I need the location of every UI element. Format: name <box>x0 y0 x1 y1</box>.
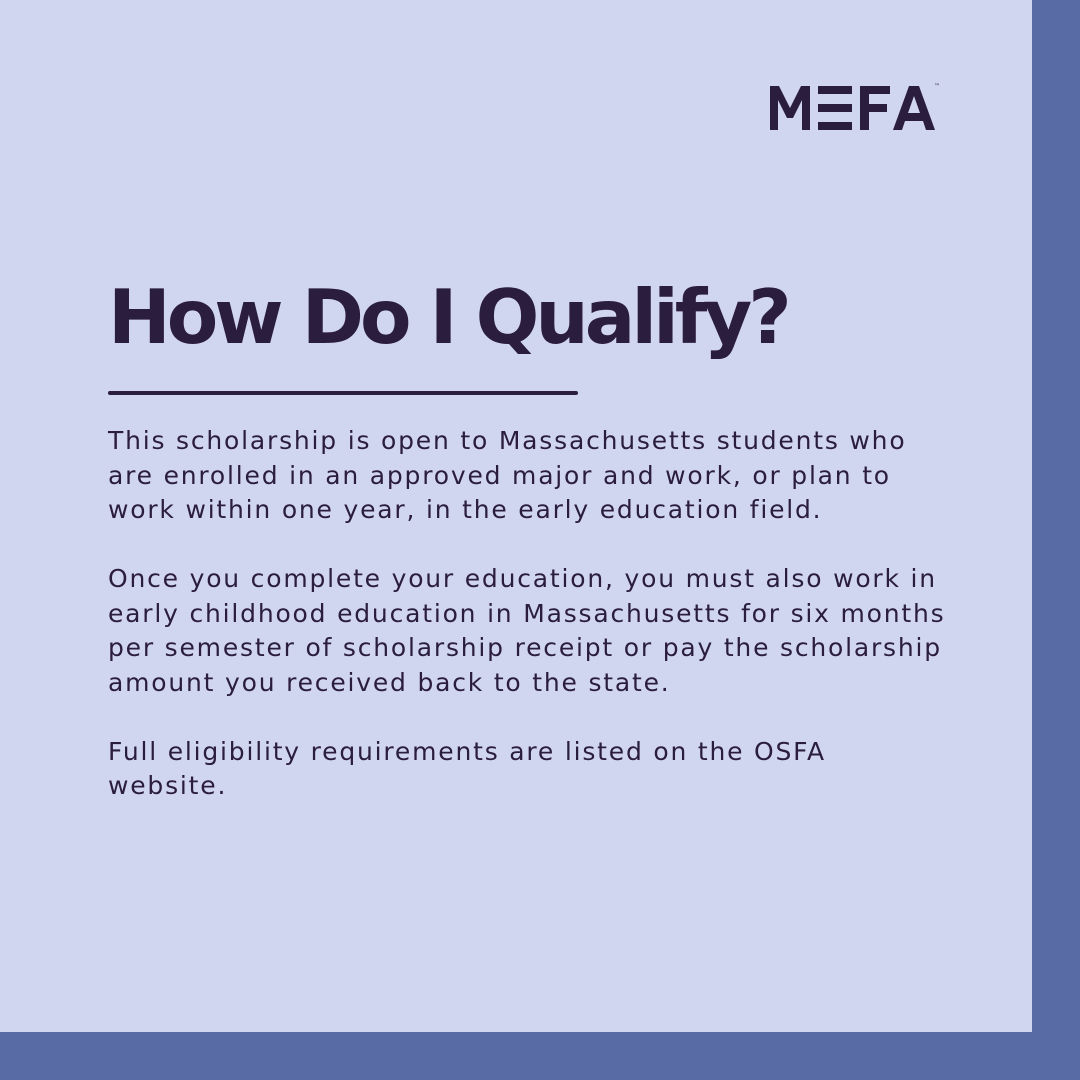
paragraph-work-requirement: Once you complete your education, you must also work in early childhood education in Massachusetts for six months per semester of scholarship receipt or pay the scholarship amount you received back to the state. <box>108 564 946 697</box>
mefa-logo <box>768 82 944 134</box>
body-text <box>108 424 948 838</box>
trademark-mark: ™ <box>934 83 940 90</box>
paragraph-eligibility: This scholarship is open to Massachusetts students who are enrolled in an approved major and work, or plan to work within one year, in the early education field. <box>108 426 907 524</box>
page-title: How Do I Qualify? <box>108 273 788 361</box>
divider <box>108 391 578 395</box>
paragraph-full-requirements: Full eligibility requirements are listed on the OSFA website. <box>108 736 826 800</box>
